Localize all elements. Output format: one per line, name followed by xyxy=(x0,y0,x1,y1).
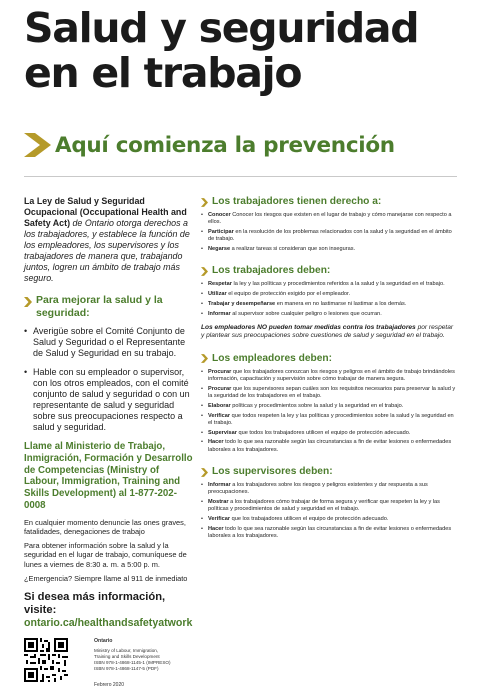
item-text: que los trabajadores utilicen el equipo de protección adecuado. xyxy=(230,516,389,523)
list-item xyxy=(201,301,458,308)
list-item: • Averigüe sobre el Comité Conjunto de Salud y Seguridad o el Representante de Salud y Seguridad en su trabajo. xyxy=(24,326,196,359)
footer-info xyxy=(94,638,171,688)
list-item xyxy=(201,311,458,318)
list-item xyxy=(201,291,458,298)
footer-line: ISBN 978-1-4868-1147-5 (PDF) xyxy=(94,666,159,671)
item-verb: Mostrar xyxy=(208,499,229,506)
footer-line: ISBN 978-1-4868-1145-1 (IMPRESO) xyxy=(94,660,171,665)
item-verb: Verificar xyxy=(208,516,231,523)
intro-paragraph xyxy=(24,196,196,284)
chevron-right-icon xyxy=(201,267,208,276)
employers-section xyxy=(201,353,458,454)
left-column xyxy=(24,196,196,688)
list-item xyxy=(201,526,458,541)
item-text: políticas y procedimientos sobre la salud y la seguridad en el trabajo. xyxy=(230,402,404,409)
employers-note xyxy=(201,324,458,340)
list-item xyxy=(201,430,458,437)
item-verb: Procurar xyxy=(208,385,232,392)
footer-line: Training and Skills Development xyxy=(94,654,160,659)
list-item xyxy=(201,369,458,384)
item-text: en manera en no lastimarse ni lastimar a los demás. xyxy=(275,301,407,308)
chevron-right-icon xyxy=(201,198,208,207)
item-text: al supervisor sobre cualquier peligro o lesiones que ocurran. xyxy=(230,310,382,317)
list-item xyxy=(201,212,458,227)
list-item xyxy=(201,229,458,244)
rights-heading xyxy=(201,196,458,208)
footer-line: Ministry of Labour, Immigration, xyxy=(94,648,159,653)
footer xyxy=(24,638,196,688)
ministry-call-text: Llame al Ministerio de Trabajo, Inmigración, Formación y Desarrollo de Competencias (Ministry of Labour, Immigration, Training and Skills Development) al 1-877-202-0008 xyxy=(24,441,193,511)
item-verb: Conocer xyxy=(208,212,231,218)
rights-list xyxy=(201,212,458,253)
item-text: que los trabajadores conozcan los riesgos y peligros en el ámbito de trabajo brindándoles información, capacitación y supervisión sobre cómo trabajar de manera segura. xyxy=(208,368,455,382)
item-verb: Negarse xyxy=(208,246,231,253)
qr-code-icon[interactable] xyxy=(24,638,68,682)
item-text: a realizar tareas si consideran que son inseguras. xyxy=(230,246,356,253)
list-item xyxy=(201,499,458,514)
item-text: que todos los trabajadores utilicen el equipo de protección adecuado. xyxy=(236,429,411,436)
supervisors-heading xyxy=(201,466,458,478)
item-verb: Informar xyxy=(208,310,231,317)
item-text: en la resolución de los problemas relacionados con la salud y la seguridad en el ámbito de trabajo. xyxy=(208,229,452,243)
item-verb: Hacer xyxy=(208,439,224,446)
item-text: Conocer los riesgos que existen en el lugar de trabajo y cómo manejarse con respecto a ellos. xyxy=(208,212,452,226)
improve-heading xyxy=(24,294,196,320)
supervisors-list xyxy=(201,482,458,541)
employers-note-text: por respetar y plantear sus preocupaciones sobre cuestiones de salud y seguridad en el trabajo. xyxy=(201,324,454,340)
supervisors-heading-text: Los supervisores deben: xyxy=(212,466,333,478)
more-info-text: Si desea más información, visite: xyxy=(24,591,166,616)
supervisors-section xyxy=(201,466,458,541)
list-item xyxy=(201,482,458,497)
employers-list xyxy=(201,369,458,454)
item-verb: Verificar xyxy=(208,412,231,419)
chevron-right-icon xyxy=(24,297,32,307)
item-verb: Trabajar y desempeñarse xyxy=(208,301,276,308)
workers-heading-text: Los trabajadores deben: xyxy=(212,265,331,277)
workers-heading xyxy=(201,265,458,277)
hours-text: Para obtener información sobre la salud y la seguridad en el lugar de trabajo, comuníquese de lunes a viernes de 8:30 a. m. a 5:00 p. m. xyxy=(24,541,187,569)
employers-heading-text: Los empleadores deben: xyxy=(212,352,333,364)
list-item xyxy=(201,516,458,523)
right-column xyxy=(201,196,458,553)
item-text: el equipo de protección exigido por el empleador. xyxy=(226,291,351,298)
employers-heading xyxy=(201,353,458,365)
list-item: • Hable con su empleador o supervisor, con los otros empleados, con el comité conjunto de salud y seguridad o con un representante de salud y seguridad sobre sus preocupaciones respecto a salud y seguridad. xyxy=(24,367,196,433)
item-verb: Procurar xyxy=(208,368,232,375)
rights-heading-text: Los trabajadores tienen derecho a: xyxy=(212,196,382,207)
list-item xyxy=(201,386,458,401)
item-text: que los supervisores sepan cuáles son los requisitos necesarios para preservar la salud y la seguridad de los trabajadores en el trabajo. xyxy=(208,385,456,399)
chevron-right-icon xyxy=(201,354,208,363)
title-line-2: en el trabajo xyxy=(24,49,302,97)
item-verb: Informar xyxy=(208,482,231,489)
chevron-right-icon xyxy=(201,468,208,477)
item-text: a los trabajadores cómo trabajar de forma segura y verificar que respeten la ley y las políticas y procedimientos de salud y seguridad en el trabajo. xyxy=(208,499,440,513)
improve-heading-text: Para mejorar la salud y la seguridad: xyxy=(36,294,163,319)
item-verb: Elaborar xyxy=(208,402,231,409)
divider xyxy=(24,176,457,177)
item-verb: Supervisar xyxy=(208,429,237,436)
item-text: todo lo que sea razonable según las circunstancias a fin de evitar lesiones o enfermedades laborales a los trabajadores. xyxy=(208,439,452,453)
website-link[interactable]: ontario.ca/healthandsafetyatwork xyxy=(24,617,193,629)
chevron-right-icon xyxy=(24,133,51,157)
page-title xyxy=(24,6,418,96)
list-item xyxy=(201,439,458,454)
intro-text: de Ontario otorga derechos a los trabajadores, y establece la función de los empleadores, los supervisores y los trabajadores de manera que, trabajando juntos, logren un ámbito de trabajo más seguro. xyxy=(24,218,190,283)
rights-section xyxy=(201,196,458,253)
workers-list xyxy=(201,281,458,318)
intro-law-name: La Ley de Salud y Seguridad Ocupacional (Occupational Health and Safety Act) xyxy=(24,196,187,228)
subtitle-row xyxy=(24,131,395,159)
item-verb: Utilizar xyxy=(208,291,227,298)
item-text: a los trabajadores sobre los riesgos y peligros existentes y dar respuesta a sus preocupaciones. xyxy=(208,482,428,496)
footer-date: Febrero 2020 xyxy=(94,682,125,688)
ontario-logo: Ontario xyxy=(94,638,113,644)
item-text: la ley y las políticas y procedimientos referidos a la salud y la seguridad en el trabajo. xyxy=(231,281,445,288)
workers-section xyxy=(201,265,458,340)
item-text: que todos respeten la ley y las políticas y procedimientos sobre la salud y la seguridad en el trabajo. xyxy=(208,412,454,426)
emergency-text: ¿Emergencia? Siempre llame al 911 de inmediato xyxy=(24,573,188,583)
list-item xyxy=(201,413,458,428)
title-line-1: Salud y seguridad xyxy=(24,4,419,52)
report-text: En cualquier momento denuncie las ones graves, fatalidades, denegaciones de trabajo xyxy=(24,517,186,536)
list-item xyxy=(201,281,458,288)
list-item xyxy=(201,403,458,410)
page-subtitle: Aquí comienza la prevención xyxy=(55,132,395,158)
employers-note-bold: Los empleadores NO pueden tomar medidas contra los trabajadores xyxy=(201,324,416,332)
item-text: todo lo que sea razonable según las circunstancias a fin de evitar lesiones o enfermedades laborales a los trabajadores. xyxy=(208,526,452,540)
item-verb: Hacer xyxy=(208,526,224,533)
improve-list xyxy=(24,326,196,433)
item-verb: Respetar xyxy=(208,281,232,288)
list-item xyxy=(201,246,458,253)
item-verb: Participar xyxy=(208,229,234,236)
